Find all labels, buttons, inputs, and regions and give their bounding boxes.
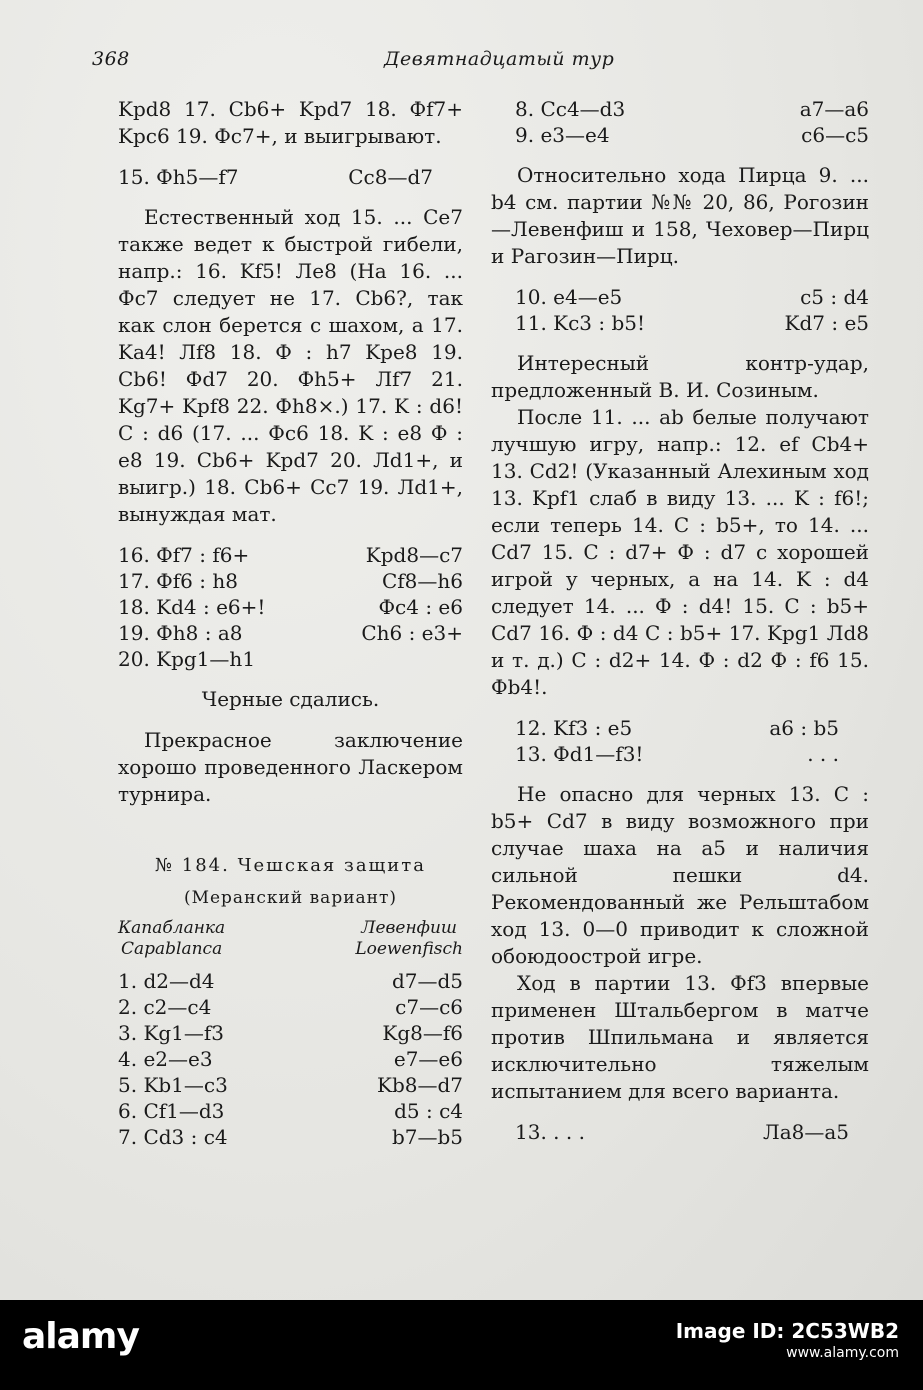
- black-move: c5 : d4: [800, 285, 869, 309]
- white-move: 17. Фf6 : h8: [118, 569, 238, 593]
- move-row: [118, 1098, 463, 1124]
- white-move: 6. Cf1—d3: [118, 1099, 225, 1123]
- white-move: 11. Kc3 : b5!: [515, 311, 646, 335]
- move-row: [118, 594, 463, 620]
- black-move: Kg8—f6: [382, 1021, 463, 1045]
- paragraph: Интересный контр-удар, предложенный В. И. Созиным.: [491, 351, 869, 402]
- black-move: Лa8—a5: [763, 1120, 849, 1144]
- white-move: 8. Cc4—d3: [515, 97, 626, 121]
- move-row: [118, 646, 463, 672]
- move-row: [515, 741, 839, 767]
- black-move: Ch6 : e3+: [361, 621, 463, 645]
- resignation-note: Черные сдались.: [201, 687, 380, 711]
- paragraph: После 11. ... ab белые получают лучшую игру, напр.: 12. ef Cb4+ 13. Cd2! (Указанный Алехиным ход 13. Kpf1 слаб в виду 13. ... K : f6!; если теперь 14. C : b5+, то 14. ... Cd7 15. C : d7+ Ф : d7 с хорошей игрой у черных, а на 14. K : d4 следует 14. ... Ф : d4! 15. C : b5+ Cd7 16. Ф : d4 C : b5+ 17. Kpg1 Лd8 и т. д.) C : d2+ 14. Ф : d2 Ф : f6 15. Фb4!.: [491, 405, 869, 699]
- opening-moves: [118, 968, 463, 1150]
- right-column: [491, 96, 869, 1145]
- white-move: 13. . . .: [515, 1120, 585, 1144]
- white-move: 9. e3—e4: [515, 123, 610, 147]
- move-row: [515, 310, 869, 336]
- move-row: [515, 715, 839, 741]
- image-info: [676, 1320, 899, 1364]
- paragraph: Ход в партии 13. Фf3 впервые применен Штальбергом в матче против Шпильмана и является исключительно тяжелым испытанием для всего варианта.: [491, 971, 869, 1103]
- black-move: . . .: [807, 742, 839, 766]
- black-move: a6 : b5: [769, 716, 839, 740]
- black-move: Cc8—d7: [348, 165, 433, 189]
- running-header: [92, 48, 872, 72]
- white-move: 12. Kf3 : e5: [515, 716, 633, 740]
- player-white-ru: Капабланка: [118, 918, 226, 938]
- paragraph: Прекрасное заключение хорошо проведенного Ласкером турнира.: [118, 728, 463, 806]
- move-row: [118, 542, 463, 568]
- alamy-logo: alamy: [22, 1316, 139, 1357]
- white-move: 5. Kb1—c3: [118, 1073, 228, 1097]
- white-move: 16. Фf7 : f6+: [118, 543, 250, 567]
- black-move: c7—c6: [395, 995, 463, 1019]
- move-row: [515, 96, 869, 122]
- move-row: [118, 568, 463, 594]
- move-row: [118, 1072, 463, 1098]
- move-row: [118, 994, 463, 1020]
- black-move: c6—c5: [801, 123, 869, 147]
- white-move: 3. Kg1—f3: [118, 1021, 225, 1045]
- paragraph: Не опасно для черных 13. C : b5+ Cd7 в виду возможного при случае шаха на a5 и наличия сильной пешки d4. Рекомендованный же Рельштабом ход 13. 0—0 приводит к сложной обоюдоострой игре.: [491, 782, 869, 968]
- move-list: [491, 284, 869, 336]
- white-move: 20. Kpg1—h1: [118, 647, 256, 671]
- running-title: Девятнадцатый тур: [384, 48, 615, 70]
- paragraph: Относительно хода Пирца 9. ... b4 см. партии №№ 20, 86, Рогозин—Левенфиш и 158, Чеховер—Пирц и Рагозин—Пирц.: [491, 163, 869, 268]
- paragraph: Естественный ход 15. ... Ce7 также ведет к быстрой гибели, напр.: 16. Kf5! Лe8 (На 16. ... Фc7 следует не 17. Cb6?, так как слон берется с шахом, а 17. Ka4! Лf8 18. Ф : h7 Kpe8 19. Cb6! Фd7 20. Фh5+ Лf7 21. Kg7+ Kpf8 22. Фh8×.) 17. K : d6! C : d6 (17. ... Фc6 18. K : e8 Ф : e8 19. Cb6+ Kpd7 20. Лd1+, и выигр.) 18. Cb6+ Cc7 19. Лd1+, вынуждая мат.: [118, 205, 463, 526]
- move-row: [515, 122, 869, 148]
- move-list: [118, 542, 463, 672]
- black-move: e7—e6: [393, 1047, 463, 1071]
- players: [118, 918, 463, 960]
- black-move: Kd7 : e5: [784, 311, 869, 335]
- black-move: Cf8—h6: [381, 569, 463, 593]
- black-move: d5 : c4: [394, 1099, 463, 1123]
- player-black: [355, 918, 463, 960]
- paragraph: Kpd8 17. Cb6+ Kpd7 18. Фf7+ Kpc6 19. Фc7+, и выигрывают.: [118, 97, 463, 148]
- black-move: d7—d5: [391, 969, 463, 993]
- move-row: [118, 1020, 463, 1046]
- left-column: [118, 96, 463, 1150]
- white-move: 13. Фd1—f3!: [515, 742, 644, 766]
- move-list: [491, 715, 869, 767]
- white-move: 18. Kd4 : e6+!: [118, 595, 266, 619]
- white-move: 19. Фh8 : a8: [118, 621, 243, 645]
- white-move: 1. d2—d4: [118, 969, 215, 993]
- player-white: [118, 918, 225, 960]
- site-url: www.alamy.com: [786, 1345, 899, 1361]
- white-move: 10. e4—e5: [515, 285, 623, 309]
- page-number: 368: [92, 48, 130, 70]
- white-move: 7. Cd3 : c4: [118, 1125, 228, 1149]
- move-row: [515, 284, 869, 310]
- black-move: a7—a6: [799, 97, 869, 121]
- black-move: b7—b5: [391, 1125, 463, 1149]
- black-move: Kpd8—c7: [365, 543, 463, 567]
- player-black-ru: Левенфиш: [361, 918, 458, 938]
- move-row: [491, 1119, 869, 1145]
- player-white-lat: Capablanca: [120, 939, 223, 959]
- black-move: Kb8—d7: [377, 1073, 463, 1097]
- move-row: [118, 1046, 463, 1072]
- player-black-lat: Loewenfisch: [355, 939, 463, 959]
- move-row: [118, 968, 463, 994]
- stock-footer: [0, 1300, 923, 1390]
- image-id: Image ID: 2C53WB2: [675, 1319, 899, 1343]
- move-row: [118, 1124, 463, 1150]
- white-move: 2. c2—c4: [118, 995, 212, 1019]
- move-row: [118, 620, 463, 646]
- move-row: [118, 164, 463, 190]
- game-subheading: (Меранский вариант): [183, 888, 398, 908]
- black-move: Фc4 : e6: [378, 595, 463, 619]
- white-move: 4. e2—e3: [118, 1047, 213, 1071]
- game-heading: № 184. Чешская защита: [155, 855, 426, 876]
- move-list: [491, 96, 869, 148]
- white-move: 15. Фh5—f7: [118, 165, 239, 189]
